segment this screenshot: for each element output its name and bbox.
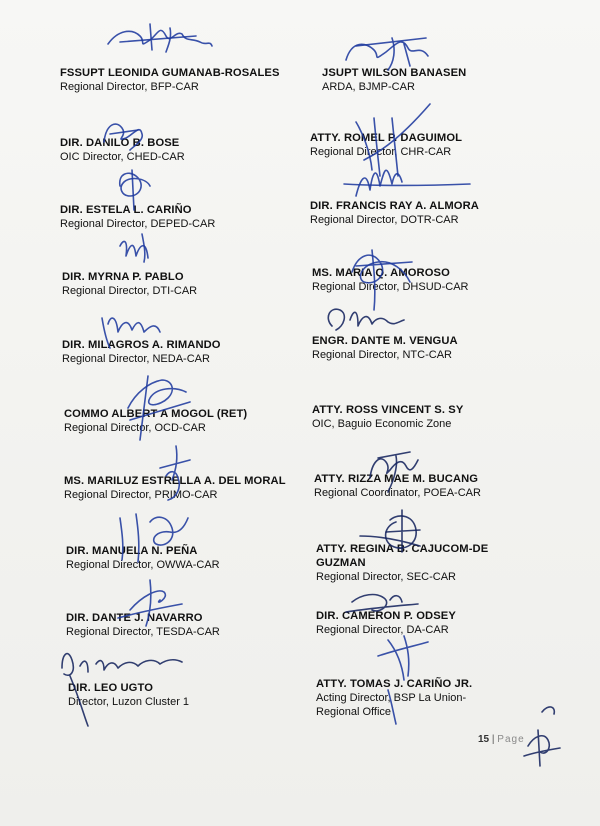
signatory-block <box>312 403 463 431</box>
signatory-name: DIR. LEO UGTO <box>68 682 154 694</box>
signatory-block <box>66 611 220 639</box>
signatory-name: ATTY. RIZZA MAE M. BUCANG <box>314 473 479 485</box>
signatory-title: Regional Director, CHR-CAR <box>310 146 452 158</box>
signatory-title: Regional Director, SEC-CAR <box>316 571 456 583</box>
signatory-title: Regional Director, DHSUD-CAR <box>312 281 469 293</box>
signatory-title: Regional Director, DA-CAR <box>316 624 449 636</box>
signatory-name: FSSUPT LEONIDA GUMANAB-ROSALES <box>60 67 280 79</box>
signatory-block <box>314 472 481 500</box>
signatory-block <box>316 677 506 719</box>
signatory-title: Regional Director, TESDA-CAR <box>66 626 220 638</box>
signatory-name: ATTY. REGINA B. CAJUCOM-DE GUZMAN <box>316 543 489 569</box>
signatory-name: DIR. FRANCIS RAY A. ALMORA <box>310 200 479 212</box>
signatory-block <box>316 542 526 584</box>
signatory-title: Director, Luzon Cluster 1 <box>68 696 190 708</box>
signatory-block <box>310 199 479 227</box>
signatory-title: Regional Director, DTI-CAR <box>62 285 198 297</box>
signatory-title: Regional Director, OWWA-CAR <box>66 559 220 571</box>
signature-initials-corner <box>524 707 560 766</box>
signatory-block <box>310 131 462 159</box>
signatory-block <box>64 474 286 502</box>
signatory-block <box>316 609 456 637</box>
signatory-title: Regional Director, OCD-CAR <box>64 422 206 434</box>
signatory-block <box>322 66 466 94</box>
signatory-name: JSUPT WILSON BANASEN <box>322 67 467 79</box>
signatory-name: DIR. DANILO B. BOSE <box>60 137 180 149</box>
signature-pablo <box>120 234 148 262</box>
signatory-block <box>60 66 280 94</box>
signatory-name: DIR. MILAGROS A. RIMANDO <box>62 339 221 351</box>
page-label: Page <box>497 734 525 745</box>
signatory-block <box>64 407 247 435</box>
signatory-title: OIC, Baguio Economic Zone <box>312 418 452 430</box>
signature-almora <box>344 170 470 196</box>
signatory-title: Regional Director, NTC-CAR <box>312 349 452 361</box>
signatory-title: ARDA, BJMP-CAR <box>322 81 415 93</box>
signatory-title: Regional Director, DOTR-CAR <box>310 214 459 226</box>
signatory-name: ATTY. TOMAS J. CARIÑO JR. <box>316 678 473 690</box>
signatory-title: Regional Director, BFP-CAR <box>60 81 199 93</box>
signatory-title: Regional Director, DEPED-CAR <box>60 218 216 230</box>
signatory-name: ATTY. ROSS VINCENT S. SY <box>312 404 464 416</box>
signatory-name: DIR. DANTE J. NAVARRO <box>66 612 203 624</box>
signatory-block <box>68 681 189 709</box>
signatory-name: DIR. MANUELA N. PEÑA <box>66 545 198 557</box>
signature-vengua <box>328 309 404 330</box>
signatory-name: ATTY. ROMEL P. DAGUIMOL <box>310 132 463 144</box>
signatory-name: ENGR. DANTE M. VENGUA <box>312 335 458 347</box>
signatory-block <box>312 266 469 294</box>
signatory-title: OIC Director, CHED-CAR <box>60 151 185 163</box>
signatory-title: Regional Coordinator, POEA-CAR <box>314 487 481 499</box>
signatory-block <box>62 270 197 298</box>
page-number: 15 <box>478 734 490 745</box>
signatory-title: Regional Director, NEDA-CAR <box>62 353 210 365</box>
signatory-name: DIR. MYRNA P. PABLO <box>62 271 184 283</box>
signatory-name: MS. MARILUZ ESTRELLA A. DEL MORAL <box>64 475 286 487</box>
signatory-title: Regional Director, PRIMO-CAR <box>64 489 218 501</box>
signatory-name: MS. MARIA Q. AMOROSO <box>312 267 450 279</box>
signatory-block <box>60 203 215 231</box>
signatory-block <box>60 136 185 164</box>
page-separator: | <box>489 734 498 745</box>
signatory-name: DIR. ESTELA L. CARIÑO <box>60 204 192 216</box>
signatory-block <box>66 544 220 572</box>
signatory-block <box>62 338 221 366</box>
signature-rosales <box>108 24 212 52</box>
signatory-title: Acting Director, BSP La Union-Regional Office <box>316 692 467 718</box>
signatory-name: DIR. CAMERON P. ODSEY <box>316 610 456 622</box>
page-footer <box>478 734 525 745</box>
signatory-block <box>312 334 458 362</box>
signatory-name: COMMO ALBERT A MOGOL (RET) <box>64 408 248 420</box>
